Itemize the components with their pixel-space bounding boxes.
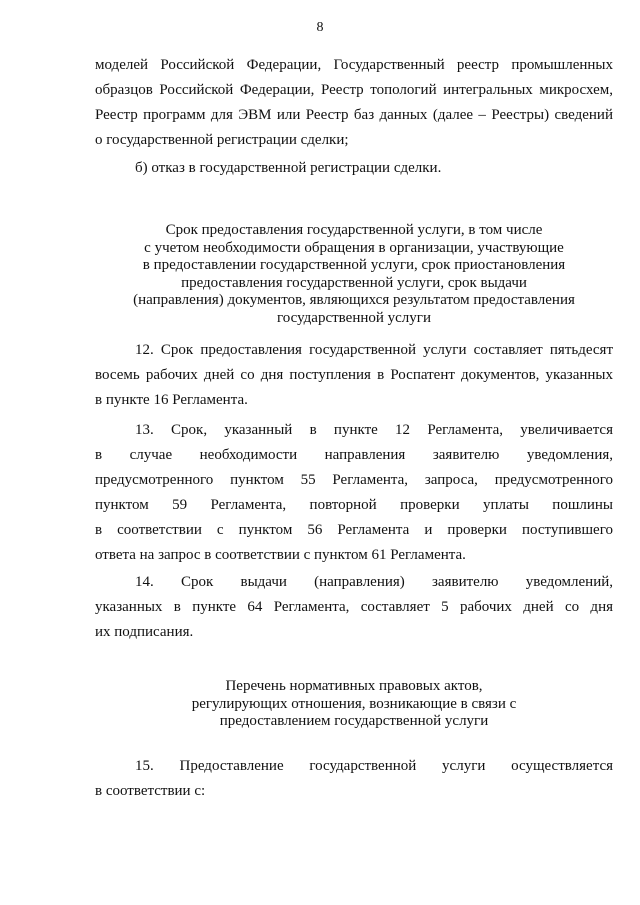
paragraph-14: [95, 570, 613, 645]
text-line: образцов Российской Федерации, Реестр топологий интегральных микросхем,: [95, 82, 613, 98]
paragraph-13: [95, 418, 613, 568]
heading-line: с учетом необходимости обращения в организации, участвующие: [144, 239, 564, 256]
paragraph-12: [95, 338, 613, 413]
text-line: 14. Срок выдачи (направления) заявителю уведомлений,: [135, 574, 613, 590]
heading-line: Перечень нормативных правовых актов,: [225, 678, 483, 694]
heading-line: государственной услуги: [277, 309, 431, 326]
text-line: о государственной регистрации сделки;: [95, 132, 349, 148]
text-line: в соответствии с:: [95, 783, 206, 799]
heading-line: в предоставлении государственной услуги, срок приостановления: [142, 257, 566, 273]
page-number: 8: [316, 20, 324, 35]
text-line: в случае необходимости направления заявителю уведомления,: [95, 447, 613, 463]
section-heading-term: [95, 222, 613, 327]
text-line: Реестр программ для ЭВМ или Реестр баз данных (далее – Реестры) сведений: [95, 107, 613, 123]
text-line: в соответствии с пунктом 56 Регламента и проверки поступившего: [95, 522, 613, 538]
list-item-b: [95, 156, 613, 181]
continuation-paragraph: [95, 53, 613, 153]
text-line: восемь рабочих дней со дня поступления в Роспатент документов, указанных: [95, 367, 613, 383]
text-line: их подписания.: [95, 624, 194, 640]
text-line: предусмотренного пунктом 55 Регламента, запроса, предусмотренного: [95, 472, 613, 488]
text-line: 13. Срок, указанный в пункте 12 Регламента, увеличивается: [135, 422, 613, 438]
text-line: б) отказ в государственной регистрации сделки.: [135, 160, 442, 176]
text-line: в пункте 16 Регламента.: [95, 392, 248, 408]
paragraph-15: [95, 754, 613, 804]
text-line: указанных в пункте 64 Регламента, составляет 5 рабочих дней со дня: [95, 599, 613, 615]
heading-line: (направления) документов, являющихся результатом предоставления: [133, 292, 575, 308]
heading-line: предоставления государственной услуги, срок выдачи: [181, 274, 527, 291]
heading-line: предоставлением государственной услуги: [219, 713, 489, 729]
text-line: моделей Российской Федерации, Государственный реестр промышленных: [95, 57, 613, 73]
heading-line: регулирующих отношения, возникающие в связи с: [191, 695, 517, 712]
text-line: 12. Срок предоставления государственной услуги составляет пятьдесят: [135, 342, 613, 358]
heading-line: Срок предоставления государственной услуги, в том числе: [165, 222, 543, 238]
text-line: ответа на запрос в соответствии с пунктом 61 Регламента.: [95, 547, 466, 563]
section-heading-legal-acts: [95, 678, 613, 731]
text-line: 15. Предоставление государственной услуги осуществляется: [135, 758, 613, 774]
text-line: пунктом 59 Регламента, повторной проверки уплаты пошлины: [95, 497, 613, 513]
